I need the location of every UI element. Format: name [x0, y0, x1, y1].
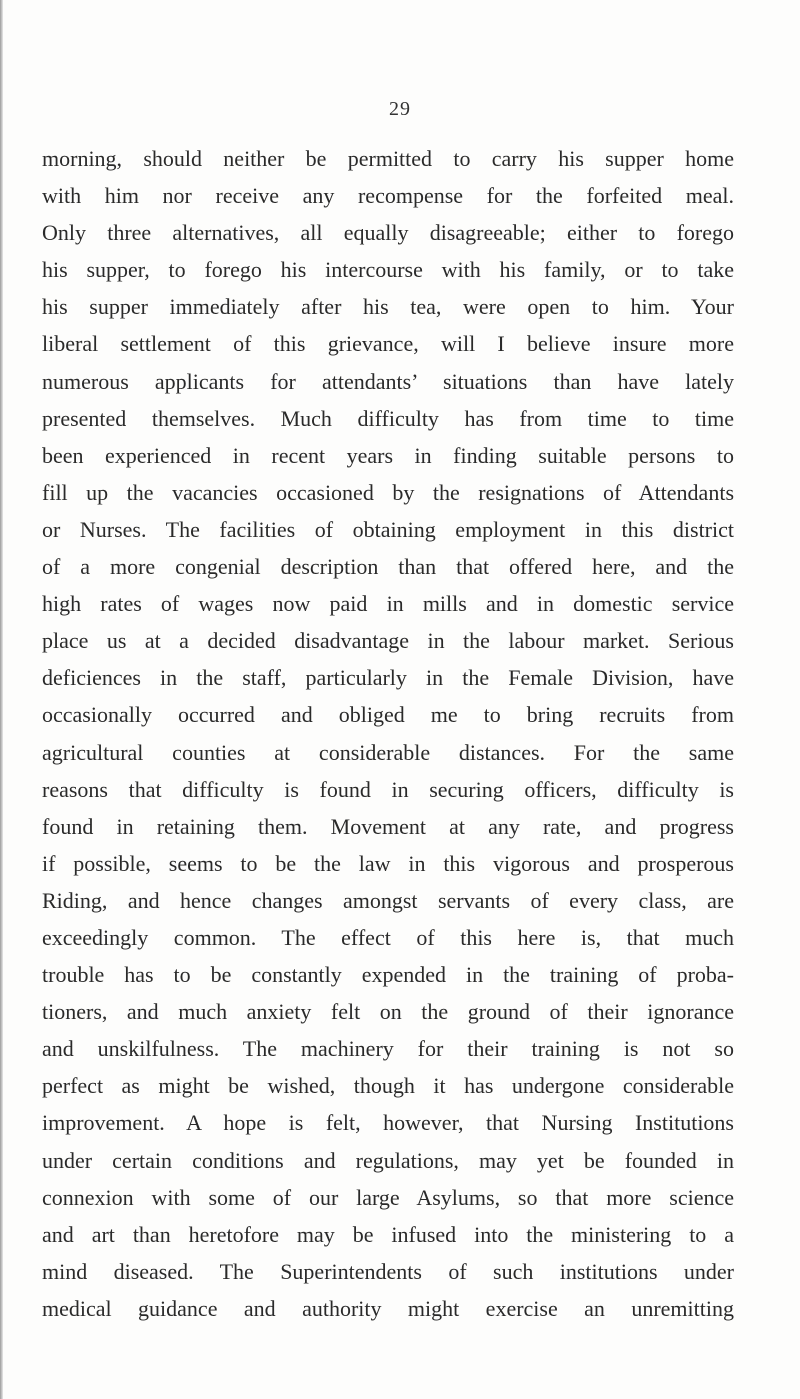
- text-line: exceedingly common. The effect of this here is, that much: [42, 924, 734, 950]
- text-line: trouble has to be constantly expended in the training of proba-: [42, 962, 734, 988]
- text-line: been experienced in recent years in finding suitable persons to: [42, 442, 734, 468]
- text-line: agricultural counties at considerable distances. For the same: [42, 739, 734, 765]
- text-line: morning, should neither be permitted to carry his supper home: [42, 146, 734, 171]
- text-line: and unskilfulness. The machinery for their training is not so: [42, 1036, 734, 1062]
- text-line: connexion with some of our large Asylums, so that more science: [42, 1184, 734, 1210]
- text-line: numerous applicants for attendants’ situations than have lately: [42, 368, 734, 394]
- text-line: tioners, and much anxiety felt on the ground of their ignorance: [42, 999, 734, 1025]
- page-edge-shadow: [0, 0, 3, 1399]
- text-line: deficiences in the staff, particularly in the Female Division, have: [42, 665, 734, 691]
- text-line: medical guidance and authority might exercise an unremitting: [42, 1295, 734, 1321]
- page-number: 29: [389, 98, 411, 120]
- text-line: mind diseased. The Superintendents of such institutions under: [42, 1258, 734, 1284]
- text-line: his supper, to forego his intercourse with his family, or to take: [42, 257, 734, 283]
- text-line: his supper immediately after his tea, were open to him. Your: [42, 294, 734, 320]
- text-line: found in retaining them. Movement at any rate, and progress: [42, 813, 734, 839]
- text-line: perfect as might be wished, though it has undergone considerable: [42, 1073, 734, 1099]
- text-line: presented themselves. Much difficulty has from time to time: [42, 405, 734, 431]
- text-line: Riding, and hence changes amongst servants of every class, are: [42, 887, 734, 913]
- text-line: Only three alternatives, all equally disagreeable; either to forego: [42, 220, 734, 246]
- text-line: reasons that difficulty is found in securing officers, difficulty is: [42, 776, 734, 802]
- text-line: place us at a decided disadvantage in the labour market. Serious: [42, 628, 734, 654]
- text-line: and art than heretofore may be infused into the ministering to a: [42, 1221, 734, 1247]
- text-line: high rates of wages now paid in mills and in domestic service: [42, 591, 734, 617]
- text-line: fill up the vacancies occasioned by the resignations of Attendants: [42, 479, 734, 505]
- text-line: or Nurses. The facilities of obtaining employment in this district: [42, 516, 734, 542]
- text-line: liberal settlement of this grievance, will I believe insure more: [42, 331, 734, 357]
- body-text: [42, 140, 734, 1327]
- text-line: with him nor receive any recompense for the forfeited meal.: [42, 183, 734, 209]
- text-line: of a more congenial description than that offered here, and the: [42, 554, 734, 580]
- text-line: occasionally occurred and obliged me to bring recruits from: [42, 702, 734, 728]
- text-line: improvement. A hope is felt, however, that Nursing Institutions: [42, 1110, 734, 1136]
- text-line: under certain conditions and regulations, may yet be founded in: [42, 1147, 734, 1173]
- text-line: if possible, seems to be the law in this vigorous and prosperous: [42, 850, 734, 876]
